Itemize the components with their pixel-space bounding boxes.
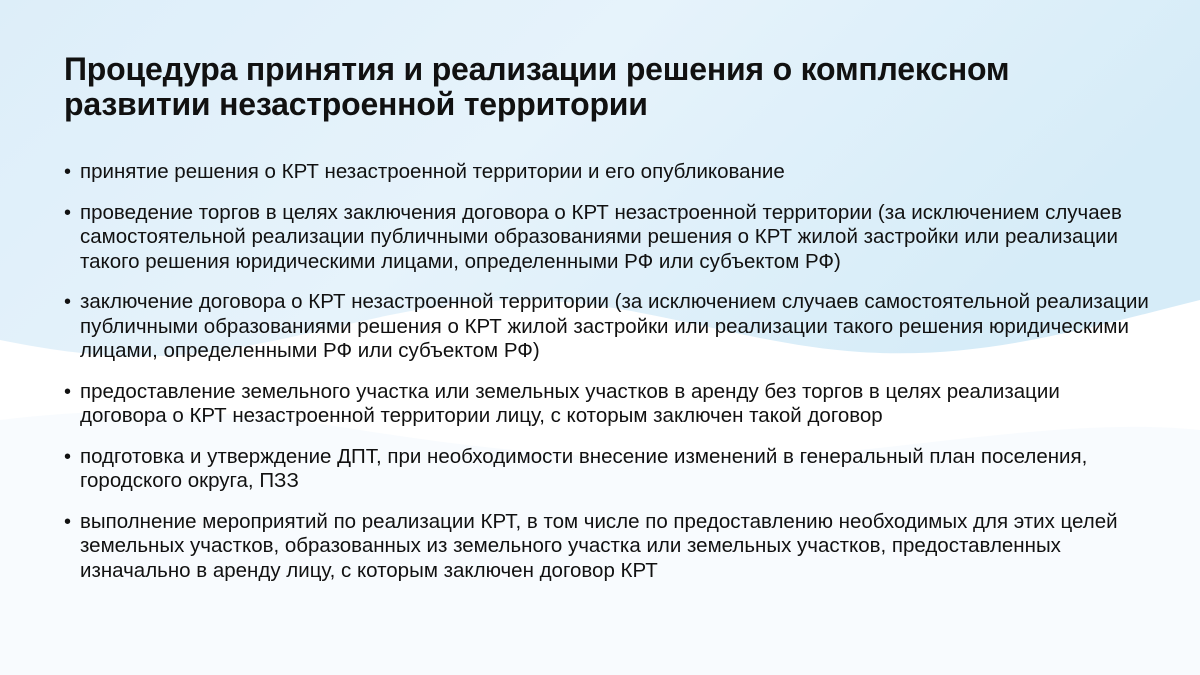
list-item <box>64 160 1149 185</box>
bullet-icon: • <box>64 201 72 224</box>
list-item-text: подготовка и утверждение ДПТ, при необходимости внесение изменений в генеральный план поселения, городского округа, ПЗЗ <box>80 444 1088 492</box>
list-item <box>64 445 1149 494</box>
bullet-icon: • <box>64 510 72 533</box>
list-item-text: принятие решения о КРТ незастроенной территории и его опубликование <box>80 160 785 183</box>
list-item <box>64 380 1149 429</box>
slide-title: Процедура принятия и реализации решения о комплексном развитии незастроенной территории <box>64 51 1010 122</box>
list-item <box>64 290 1149 364</box>
list-item-text: проведение торгов в целях заключения договора о КРТ незастроенной территории (за исключением случаев самостоятельной реализации публичными образованиями решения о КРТ жилой застройки или реализации такого решения юридическими лицами, определенными РФ или субъектом РФ) <box>80 200 1122 273</box>
bullet-icon: • <box>64 161 72 183</box>
list-item-text: предоставление земельного участка или земельных участков в аренду без торгов в целях реализации договора о КРТ незастроенной территории лицу, с которым заключен такой договор <box>80 379 1060 427</box>
list-item-text: заключение договора о КРТ незастроенной территории (за исключением случаев самостоятельной реализации публичными образованиями решения о КРТ жилой застройки или реализации такого решения юридическими лицами, определенными РФ или субъектом РФ) <box>80 290 1149 362</box>
bullet-icon: • <box>64 380 72 403</box>
bullet-icon: • <box>64 291 72 313</box>
list-item <box>64 510 1149 584</box>
list-item <box>64 201 1149 275</box>
bullet-list <box>64 160 1149 599</box>
list-item-text: выполнение мероприятий по реализации КРТ, в том числе по предоставлению необходимых для этих целей земельных участков, образованных из земельного участка или земельных участков, предоставленных изначально в аренду лицу, с которым заключен договор КРТ <box>80 509 1118 582</box>
bullet-icon: • <box>64 445 72 468</box>
